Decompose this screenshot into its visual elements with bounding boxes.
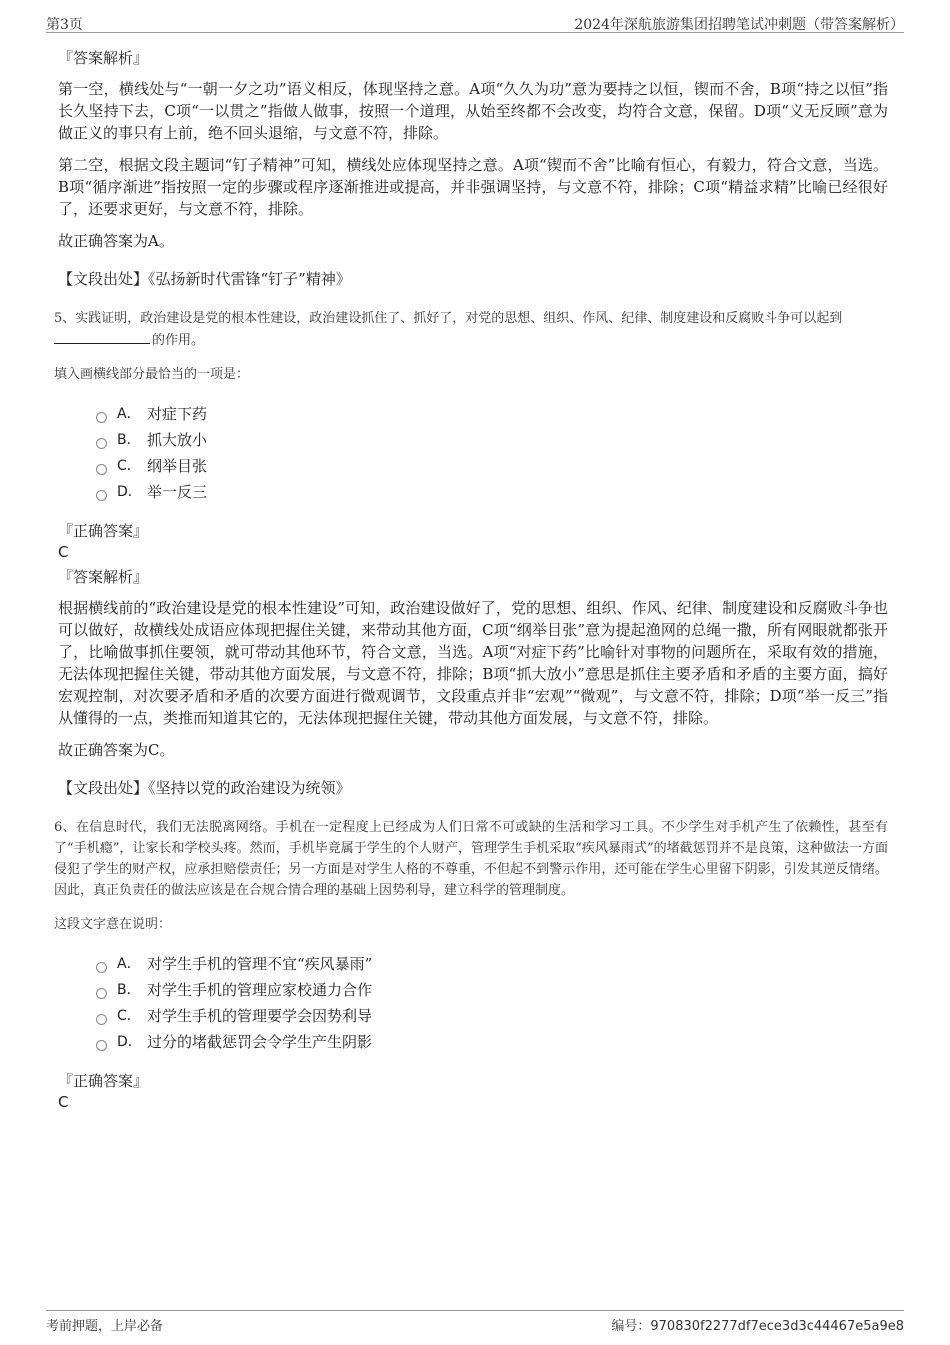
option-c[interactable]: C． 对学生手机的管理要学会因势利导: [96, 1003, 888, 1029]
question-6-prompt: 这段文字意在说明：: [54, 917, 172, 932]
page-footer: [46, 1310, 904, 1337]
passage-source: 【文段出处】《坚持以党的政治建设为统领》: [58, 779, 351, 797]
passage-source: 【文段出处】《弘扬新时代雷锋“钉子”精神》: [58, 270, 351, 288]
document-title: 2024年深航旅游集团招聘笔试冲刺题（带答案解析）: [574, 17, 904, 33]
page-header: [46, 12, 904, 33]
question-5-prompt: 填入画横线部分最恰当的一项是：: [54, 367, 250, 382]
option-b[interactable]: B． 抓大放小: [96, 427, 888, 453]
option-a[interactable]: A． 对学生手机的管理不宜“疾风暴雨”: [96, 951, 888, 977]
correct-answer: C: [58, 1093, 69, 1111]
option-c[interactable]: C． 纲举目张: [96, 453, 888, 479]
answer-blank: [54, 329, 150, 344]
option-b[interactable]: B． 对学生手机的管理应家校通力合作: [96, 977, 888, 1003]
correct-answer: C: [58, 543, 69, 561]
correct-answer-heading: 『正确答案』: [58, 1072, 149, 1090]
analysis-conclusion: 故正确答案为A。: [58, 232, 174, 250]
radio-icon[interactable]: [96, 988, 107, 999]
question-5-options: [96, 401, 888, 505]
question-6-stem: 6、在信息时代，我们无法脱离网络。手机在一定程度上已经成为人们日常不可或缺的生活和学习工具。不少学生对手机产生了依赖性，甚至有了“手机瘾”，让家长和学校头疼。然而，手机毕竟属于学生的个人财产，管理学生手机采取“疾风暴雨式”的堵截惩罚并不是良策，这种做法一方面侵犯了学生的财产权，应承担赔偿责任；另一方面是对学生人格的不尊重，不但起不到警示作用，还可能在学生心里留下阴影，引发其逆反情绪。因此，真正负责任的做法应该是在合规合情合理的基础上因势利导，建立科学的管理制度。: [54, 820, 888, 898]
analysis-paragraph: 第二空，根据文段主题词“钉子精神”可知，横线处应体现坚持之意。A项“锲而不舍”比喻有恒心，有毅力，符合文意，当选。B项“循序渐进”指按照一定的步骤或程序逐渐推进或提高，并非强调坚持，与文意不符，排除；C项“精益求精”比喻已经很好了，还要求更好，与文意不符，排除。: [58, 156, 888, 218]
radio-icon[interactable]: [96, 1014, 107, 1025]
document-serial: 编号：970830f2277df7ece3d3c44467e5a9e8: [611, 1319, 904, 1334]
radio-icon[interactable]: [96, 438, 107, 449]
analysis-conclusion: 故正确答案为C。: [58, 741, 175, 759]
correct-answer-heading: 『正确答案』: [58, 522, 149, 540]
footer-motto: 考前押题，上岸必备: [46, 1319, 164, 1334]
option-a[interactable]: A． 对症下药: [96, 401, 888, 427]
radio-icon[interactable]: [96, 412, 107, 423]
page-content: [54, 42, 888, 1115]
page-number: 第3页: [46, 17, 83, 33]
radio-icon[interactable]: [96, 962, 107, 973]
option-d[interactable]: D． 举一反三: [96, 479, 888, 505]
analysis-heading: 『答案解析』: [58, 568, 149, 586]
radio-icon[interactable]: [96, 464, 107, 475]
option-d[interactable]: D． 过分的堵截惩罚会令学生产生阴影: [96, 1029, 888, 1055]
analysis-heading: 『答案解析』: [58, 49, 149, 67]
question-6-options: [96, 951, 888, 1055]
analysis-paragraph: 根据横线前的“政治建设是党的根本性建设”可知，政治建设做好了，党的思想、组织、作风、纪律、制度建设和反腐败斗争也可以做好，故横线处成语应体现把握住关键，来带动其他方面，C项“纲举目张”意为提起渔网的总绳一撒，所有网眼就都张开了，比喻做事抓住要领，就可带动其他环节，符合文意，当选。A项“对症下药”比喻针对事物的问题所在，采取有效的措施，无法体现把握住关键，带动其他方面发展，与文意不符，排除；B项“抓大放小”意思是抓住主要矛盾和矛盾的主要方面，搞好宏观控制，对次要矛盾和矛盾的次要方面进行微观调节，文段重点并非“宏观”“微观”，与文意不符，排除；D项“举一反三”指从懂得的一点，类推而知道其它的，无法体现把握住关键，带动其他方面发展，与文意不符，排除。: [58, 599, 888, 727]
radio-icon[interactable]: [96, 1040, 107, 1051]
radio-icon[interactable]: [96, 490, 107, 501]
question-5-stem: 5、实践证明，政治建设是党的根本性建设，政治建设抓住了、抓好了，对党的思想、组织、作风、纪律、制度建设和反腐败斗争可以起到 的作用。: [54, 311, 843, 348]
analysis-paragraph: 第一空，横线处与“一朝一夕之功”语义相反，体现坚持之意。A项“久久为功”意为要持之以恒，锲而不舍，B项“持之以恒”指长久坚持下去，C项“一以贯之”指做人做事，按照一个道理，从始至终都不会改变，均符合文意，保留。D项“义无反顾”意为做正义的事只有上前，绝不回头退缩，与文意不符，排除。: [58, 80, 888, 142]
